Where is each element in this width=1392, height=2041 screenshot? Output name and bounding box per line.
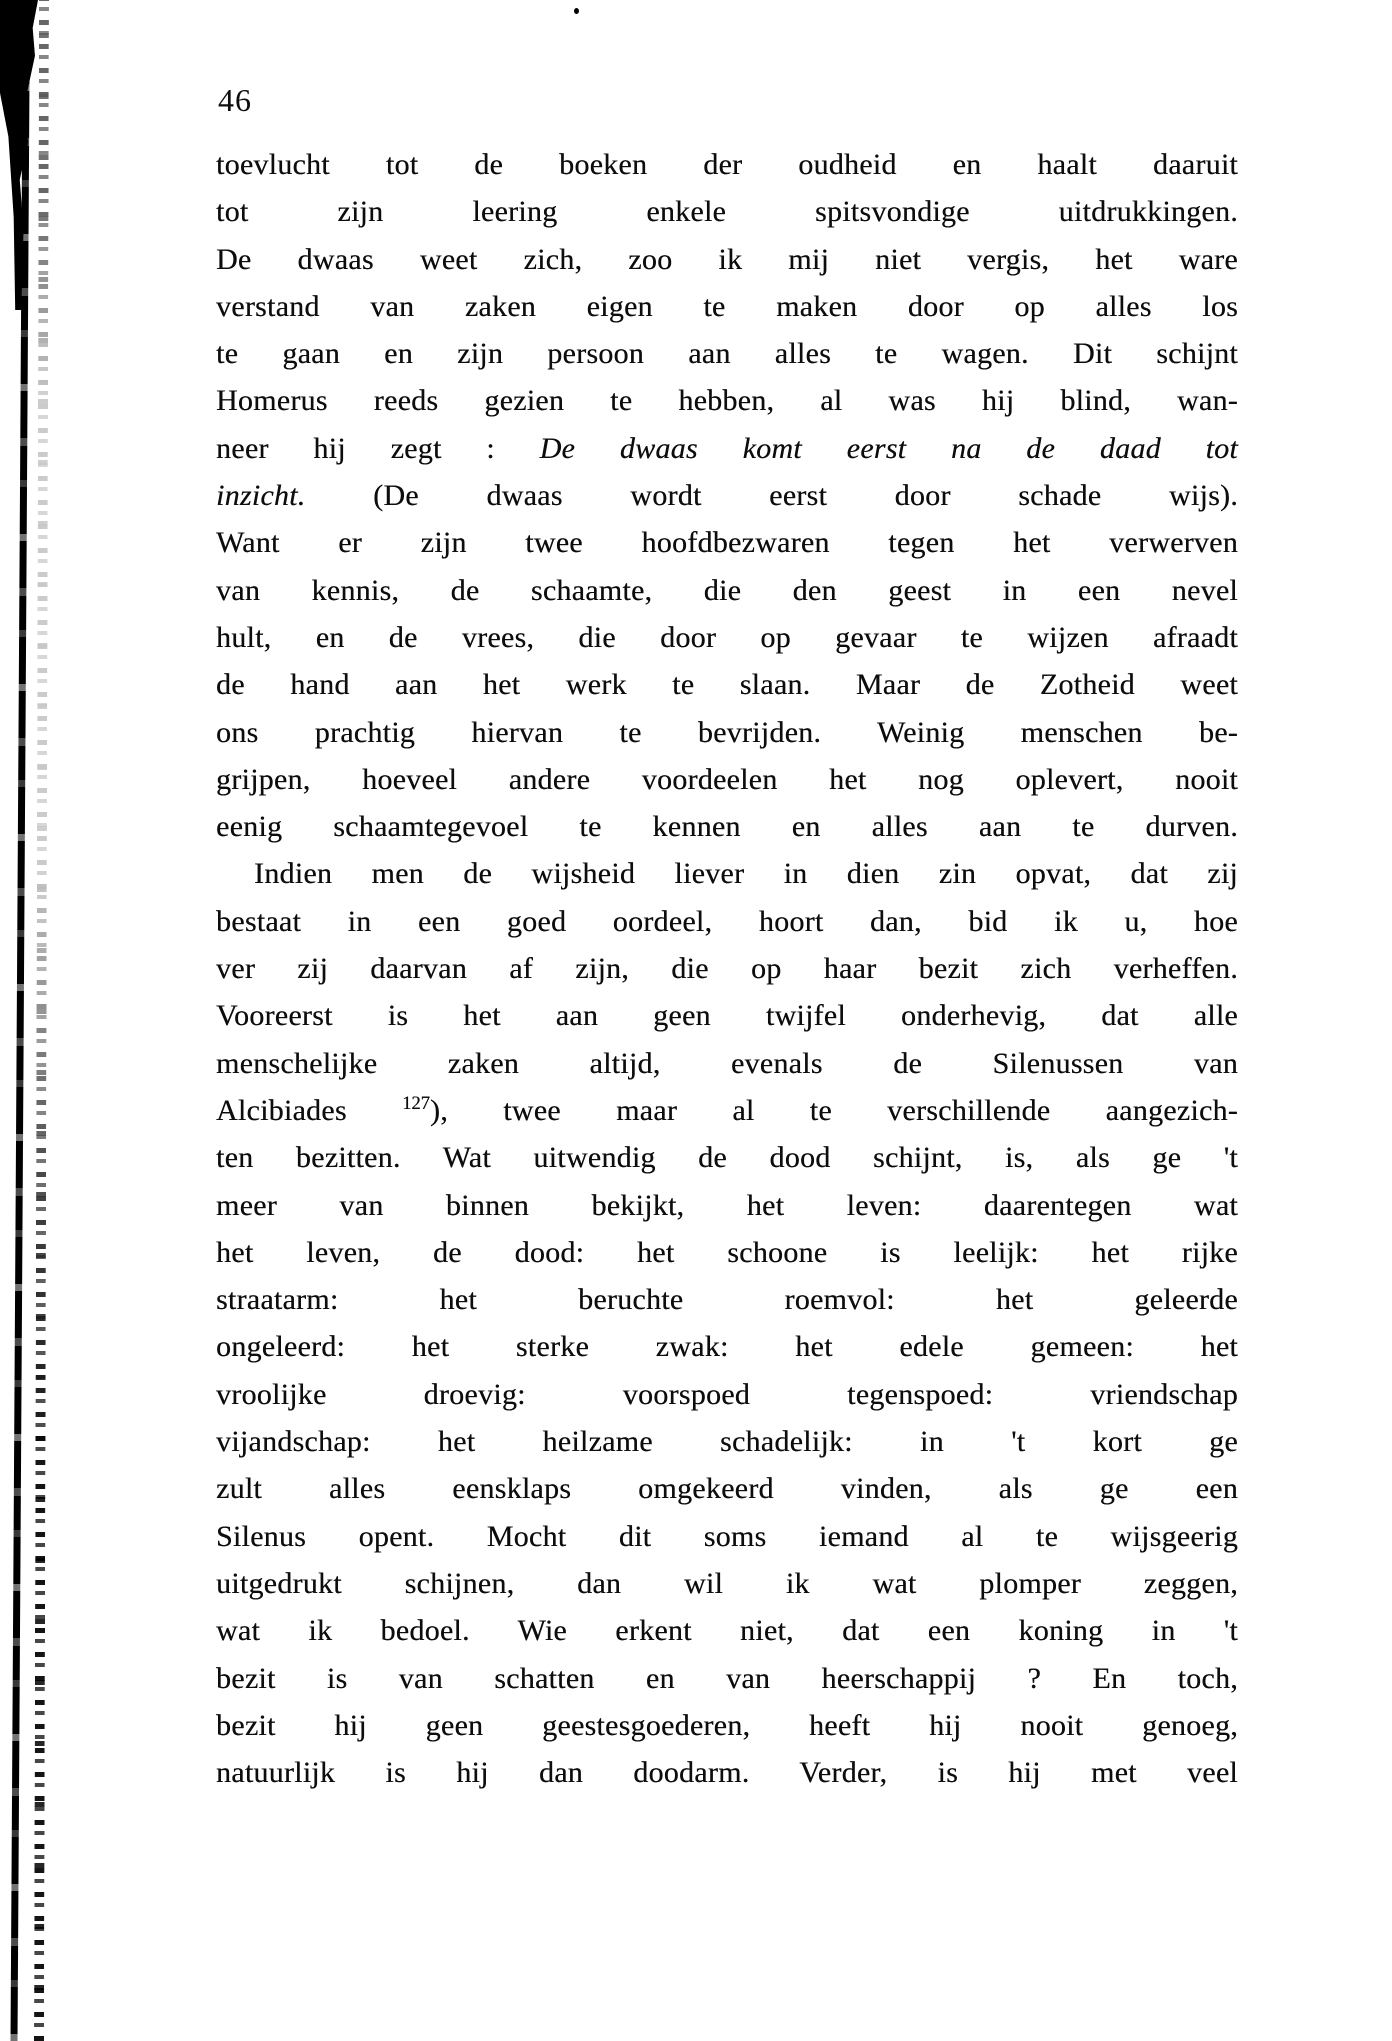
text-line: straatarm: het beruchte roemvol: het geleerde xyxy=(216,1283,1238,1317)
text-line: grijpen, hoeveel andere voordeelen het nog oplevert, nooit xyxy=(216,762,1238,796)
text-line: inzicht. (De dwaas wordt eerst door schade wijs). xyxy=(216,479,1238,513)
text-line: van kennis, de schaamte, die den geest in een nevel xyxy=(216,573,1238,607)
text-line: uitgedrukt schijnen, dan wil ik wat plomper zeggen, xyxy=(216,1566,1238,1600)
text-line: Want er zijn twee hoofdbezwaren tegen het verwerven xyxy=(216,526,1238,560)
text-line: vroolijke droevig: voorspoed tegenspoed: vriendschap xyxy=(216,1377,1238,1411)
text-line: bezit hij geen geestesgoederen, heeft hij nooit genoeg, xyxy=(216,1708,1238,1742)
scan-artifact-top-left-blob xyxy=(0,0,38,310)
scan-artifact-left-binding-line xyxy=(10,0,30,2041)
text-line: natuurlijk is hij dan doodarm. Verder, is hij met veel xyxy=(216,1756,1238,1790)
text-line: eenig schaamtegevoel te kennen en alles aan te durven. xyxy=(216,810,1238,844)
text-line: ons prachtig hiervan te bevrijden. Weinig menschen be- xyxy=(216,715,1238,749)
text-line: meer van binnen bekijkt, het leven: daarentegen wat xyxy=(216,1188,1238,1222)
text-line: Homerus reeds gezien te hebben, al was hij blind, wan- xyxy=(216,384,1238,418)
text-line: neer hij zegt : De dwaas komt eerst na de daad tot xyxy=(216,431,1239,465)
text-line: verstand van zaken eigen te maken door op alles los xyxy=(216,289,1238,323)
text-line: menschelijke zaken altijd, evenals de Silenussen van xyxy=(216,1046,1238,1080)
text-line: Alcibiades $^{127}$), twee maar al te verschillende aangezich- xyxy=(216,1092,1238,1127)
text-block xyxy=(216,141,1238,1796)
text-line: wat ik bedoel. Wie erkent niet, dat een koning in 't xyxy=(216,1614,1238,1648)
text-line: ver zij daarvan af zijn, die op haar bezit zich verheffen. xyxy=(216,952,1238,986)
text-line: zult alles eensklaps omgekeerd vinden, als ge een xyxy=(216,1472,1238,1506)
page-number: 46 xyxy=(218,82,252,118)
text-line: tot zijn leering enkele spitsvondige uitdrukkingen. xyxy=(216,195,1238,229)
text-line: toevlucht tot de boeken der oudheid en haalt daaruit xyxy=(216,148,1238,181)
text-line: bezit is van schatten en van heerschappij ? En toch, xyxy=(216,1661,1238,1695)
text-line: ten bezitten. Wat uitwendig de dood schijnt, is, als ge 't xyxy=(216,1141,1238,1175)
text-line: ongeleerd: het sterke zwak: het edele gemeen: het xyxy=(216,1330,1238,1364)
scan-artifact-top-speck xyxy=(574,8,579,14)
text-line: het leven, de dood: het schoone is leelijk: het rijke xyxy=(216,1235,1238,1269)
text-line: vijandschap: het heilzame schadelijk: in 't kort ge xyxy=(216,1425,1238,1459)
text-line: te gaan en zijn persoon aan alles te wagen. Dit schijnt xyxy=(216,337,1238,371)
text-line: hult, en de vrees, die door op gevaar te wijzen afraadt xyxy=(216,620,1238,654)
text-line: bestaat in een goed oordeel, hoort dan, bid ik u, hoe xyxy=(216,904,1238,938)
scan-artifact-left-speckle-line xyxy=(34,0,49,2041)
text-line: de hand aan het werk te slaan. Maar de Zotheid weet xyxy=(216,668,1238,702)
text-line: Vooreerst is het aan geen twijfel onderhevig, dat alle xyxy=(216,999,1238,1033)
text-line: Indien men de wijsheid liever in dien zin opvat, dat zij xyxy=(254,857,1238,891)
text-line: Silenus opent. Mocht dit soms iemand al te wijsgeerig xyxy=(216,1519,1238,1553)
text-line: De dwaas weet zich, zoo ik mij niet vergis, het ware xyxy=(216,242,1238,276)
